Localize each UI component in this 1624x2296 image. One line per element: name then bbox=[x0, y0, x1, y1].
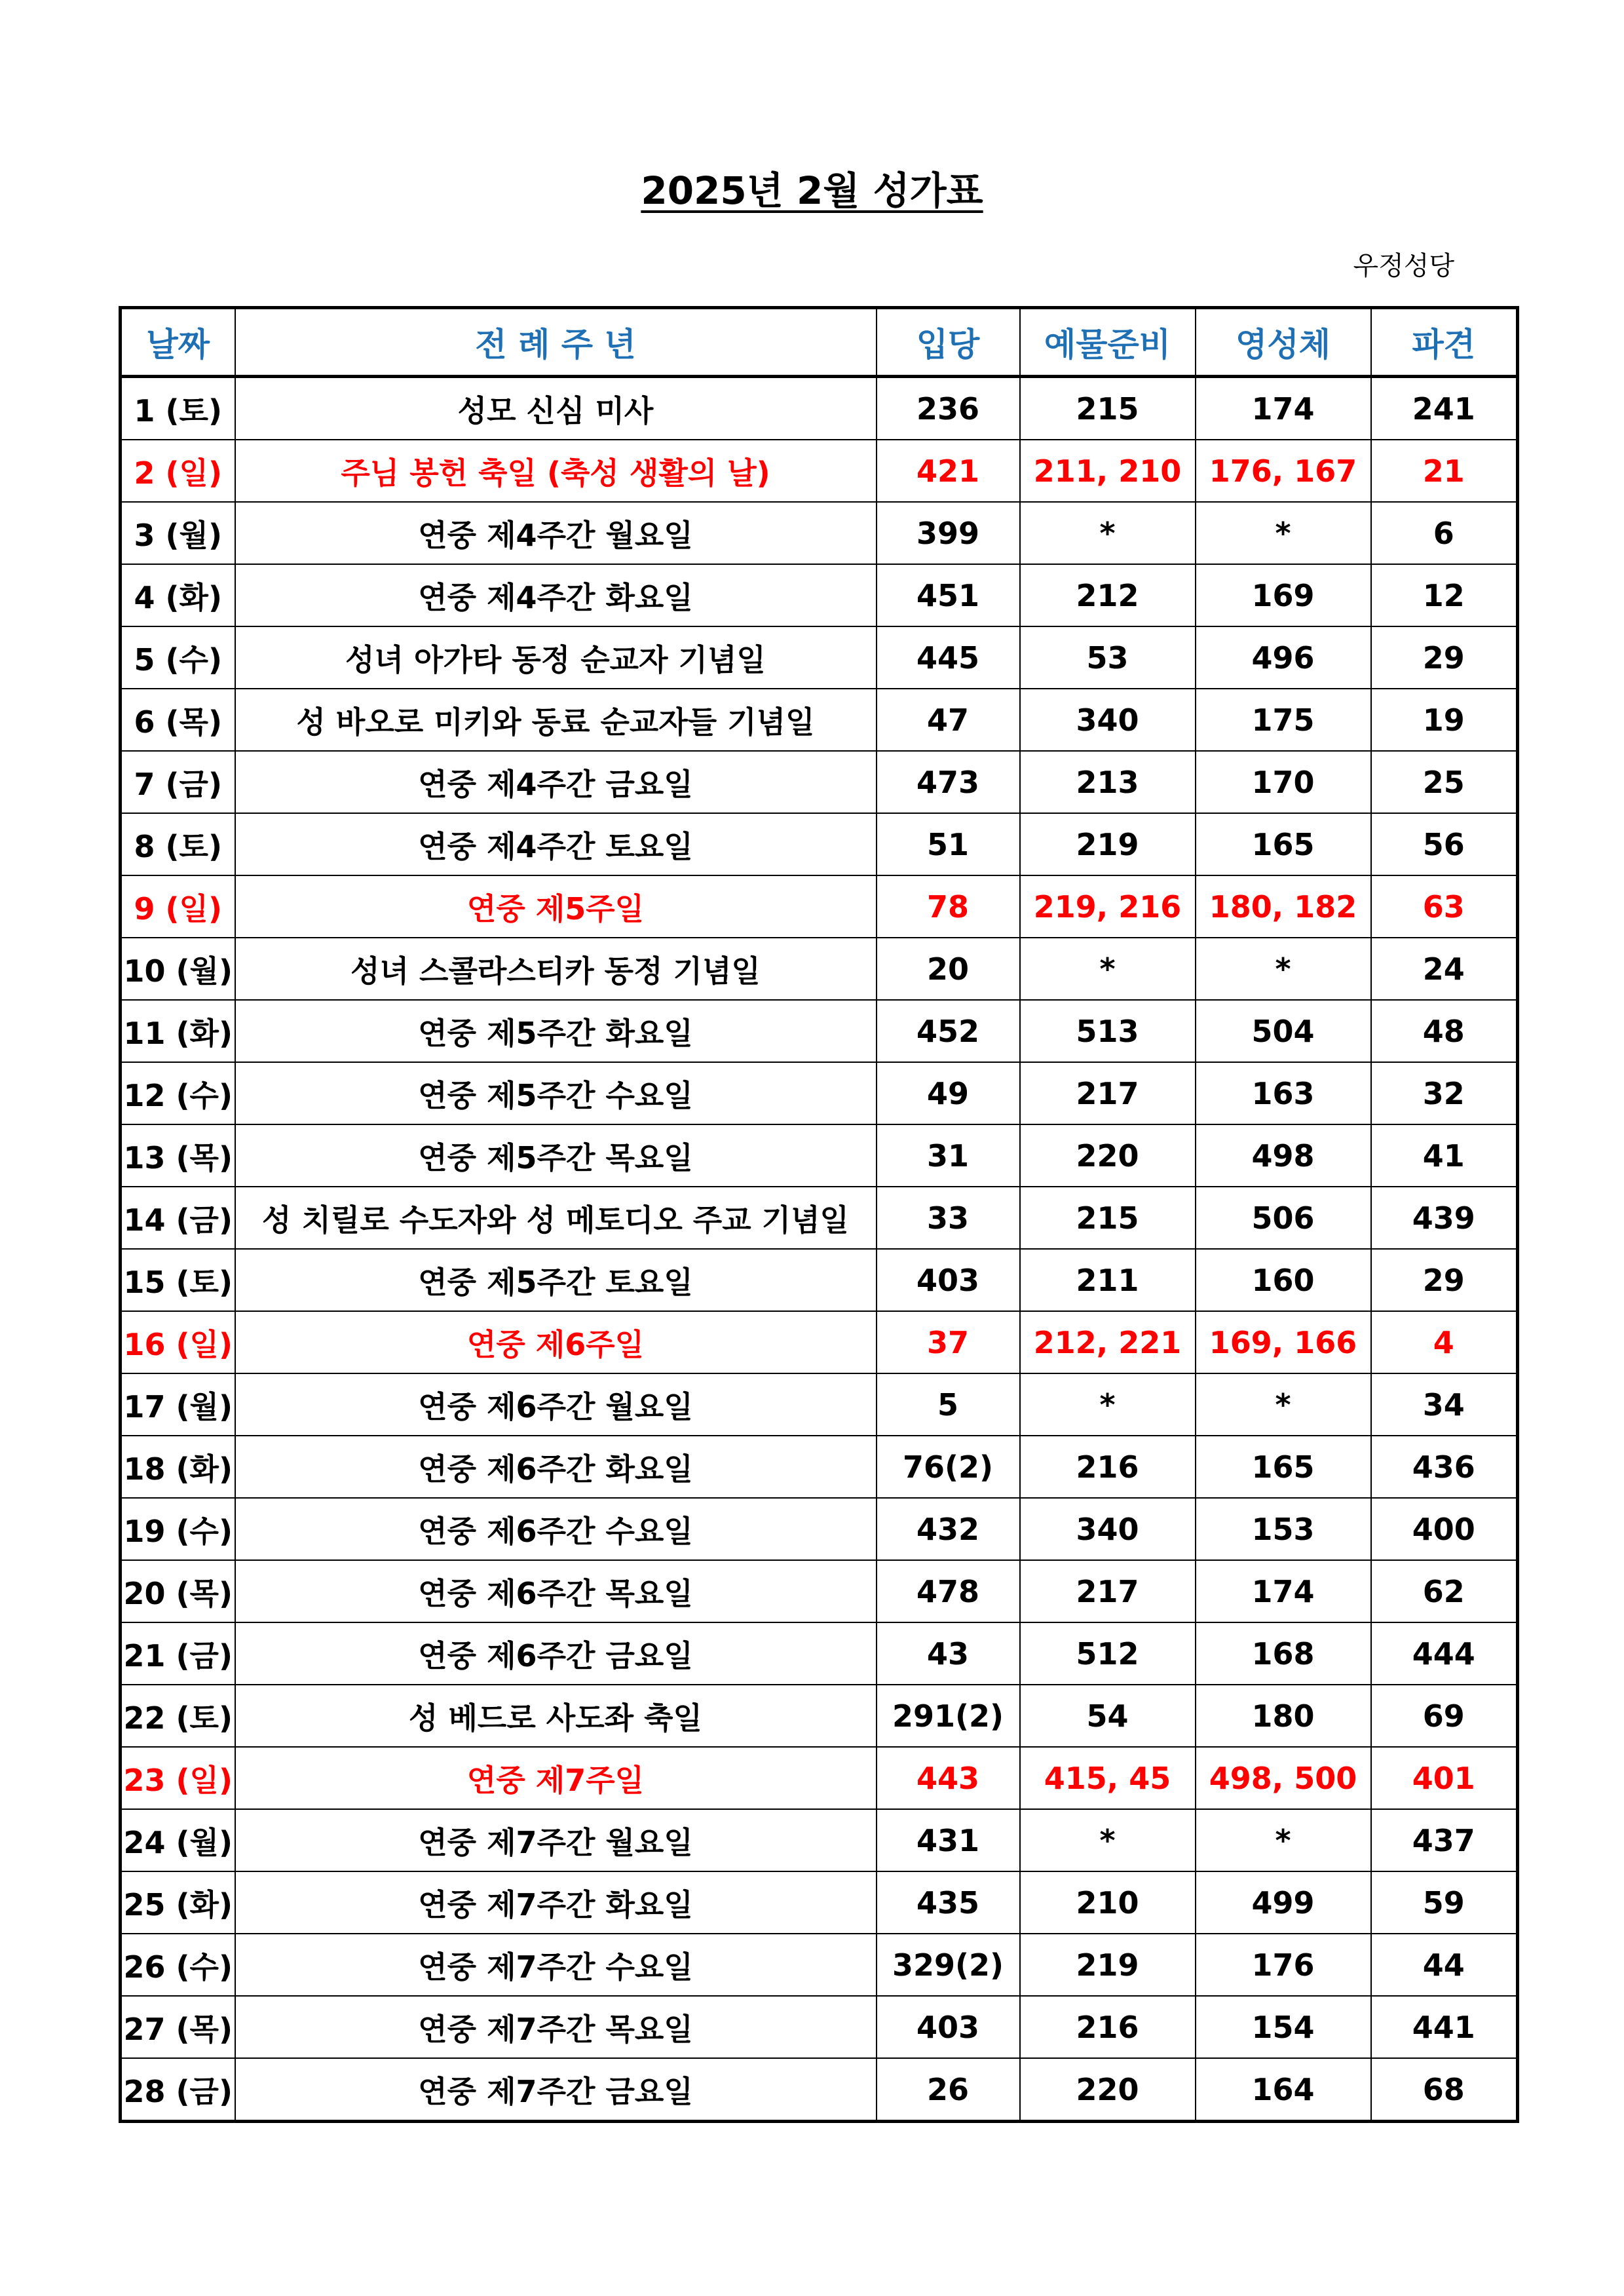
table-row bbox=[121, 1187, 1518, 1249]
cell-date: 16 (일) bbox=[121, 1311, 235, 1373]
cell-offertory: 512 bbox=[1020, 1622, 1196, 1685]
cell-date: 3 (월) bbox=[121, 502, 235, 564]
cell-entrance: 329(2) bbox=[877, 1934, 1020, 1996]
cell-entrance: 26 bbox=[877, 2058, 1020, 2122]
cell-date: 19 (수) bbox=[121, 1498, 235, 1560]
cell-entrance: 37 bbox=[877, 1311, 1020, 1373]
cell-entrance: 31 bbox=[877, 1124, 1020, 1187]
cell-entrance: 47 bbox=[877, 689, 1020, 751]
cell-dismissal: 32 bbox=[1371, 1062, 1518, 1124]
cell-dismissal: 437 bbox=[1371, 1809, 1518, 1871]
cell-feast: 연중 제5주간 목요일 bbox=[235, 1124, 877, 1187]
cell-feast: 연중 제4주간 금요일 bbox=[235, 751, 877, 813]
cell-dismissal: 25 bbox=[1371, 751, 1518, 813]
cell-date: 5 (수) bbox=[121, 626, 235, 689]
cell-date: 28 (금) bbox=[121, 2058, 235, 2122]
table-row bbox=[121, 1000, 1518, 1062]
cell-communion: 168 bbox=[1196, 1622, 1371, 1685]
cell-date: 1 (토) bbox=[121, 377, 235, 440]
cell-feast: 주님 봉헌 축일 (축성 생활의 날) bbox=[235, 440, 877, 502]
cell-feast: 연중 제7주간 목요일 bbox=[235, 1996, 877, 2058]
cell-date: 10 (월) bbox=[121, 938, 235, 1000]
cell-offertory: 340 bbox=[1020, 689, 1196, 751]
cell-dismissal: 439 bbox=[1371, 1187, 1518, 1249]
cell-entrance: 49 bbox=[877, 1062, 1020, 1124]
table-row bbox=[121, 751, 1518, 813]
table-row bbox=[121, 1871, 1518, 1934]
table-row bbox=[121, 1747, 1518, 1809]
cell-communion: 174 bbox=[1196, 1560, 1371, 1622]
cell-dismissal: 241 bbox=[1371, 377, 1518, 440]
table-row bbox=[121, 1996, 1518, 2058]
cell-communion: * bbox=[1196, 502, 1371, 564]
header-date: 날짜 bbox=[121, 308, 235, 377]
cell-offertory: 340 bbox=[1020, 1498, 1196, 1560]
cell-entrance: 435 bbox=[877, 1871, 1020, 1934]
cell-feast: 연중 제4주간 월요일 bbox=[235, 502, 877, 564]
cell-feast: 연중 제7주일 bbox=[235, 1747, 877, 1809]
cell-feast: 연중 제6주간 월요일 bbox=[235, 1373, 877, 1436]
cell-entrance: 452 bbox=[877, 1000, 1020, 1062]
table-row bbox=[121, 1934, 1518, 1996]
cell-date: 17 (월) bbox=[121, 1373, 235, 1436]
cell-communion: 169 bbox=[1196, 564, 1371, 626]
cell-communion: * bbox=[1196, 1809, 1371, 1871]
cell-communion: 174 bbox=[1196, 377, 1371, 440]
cell-offertory: 219, 216 bbox=[1020, 875, 1196, 938]
cell-offertory: * bbox=[1020, 938, 1196, 1000]
table-header-row bbox=[121, 308, 1518, 377]
header-offertory: 예물준비 bbox=[1020, 308, 1196, 377]
cell-feast: 연중 제6주간 화요일 bbox=[235, 1436, 877, 1498]
cell-date: 14 (금) bbox=[121, 1187, 235, 1249]
cell-offertory: 216 bbox=[1020, 1996, 1196, 2058]
cell-entrance: 403 bbox=[877, 1249, 1020, 1311]
cell-entrance: 76(2) bbox=[877, 1436, 1020, 1498]
cell-communion: 154 bbox=[1196, 1996, 1371, 2058]
cell-feast: 연중 제7주간 월요일 bbox=[235, 1809, 877, 1871]
page-title: 2025년 2월 성가표 bbox=[641, 168, 983, 213]
cell-dismissal: 63 bbox=[1371, 875, 1518, 938]
cell-feast: 성녀 스콜라스티카 동정 기념일 bbox=[235, 938, 877, 1000]
cell-offertory: 54 bbox=[1020, 1685, 1196, 1747]
cell-communion: 170 bbox=[1196, 751, 1371, 813]
cell-feast: 연중 제7주간 수요일 bbox=[235, 1934, 877, 1996]
cell-offertory: 210 bbox=[1020, 1871, 1196, 1934]
cell-feast: 성 베드로 사도좌 축일 bbox=[235, 1685, 877, 1747]
cell-offertory: 219 bbox=[1020, 813, 1196, 875]
cell-entrance: 421 bbox=[877, 440, 1020, 502]
cell-communion: 165 bbox=[1196, 1436, 1371, 1498]
cell-feast: 연중 제5주간 토요일 bbox=[235, 1249, 877, 1311]
cell-feast: 연중 제7주간 화요일 bbox=[235, 1871, 877, 1934]
cell-offertory: 213 bbox=[1020, 751, 1196, 813]
cell-feast: 연중 제5주간 화요일 bbox=[235, 1000, 877, 1062]
cell-entrance: 5 bbox=[877, 1373, 1020, 1436]
cell-offertory: 212 bbox=[1020, 564, 1196, 626]
table-row bbox=[121, 1062, 1518, 1124]
cell-offertory: 212, 221 bbox=[1020, 1311, 1196, 1373]
cell-communion: * bbox=[1196, 938, 1371, 1000]
cell-communion: 160 bbox=[1196, 1249, 1371, 1311]
cell-entrance: 432 bbox=[877, 1498, 1020, 1560]
cell-offertory: * bbox=[1020, 502, 1196, 564]
cell-date: 9 (일) bbox=[121, 875, 235, 938]
cell-offertory: 215 bbox=[1020, 1187, 1196, 1249]
cell-communion: 175 bbox=[1196, 689, 1371, 751]
cell-dismissal: 24 bbox=[1371, 938, 1518, 1000]
table-row bbox=[121, 1249, 1518, 1311]
table-row bbox=[121, 502, 1518, 564]
cell-entrance: 236 bbox=[877, 377, 1020, 440]
cell-entrance: 478 bbox=[877, 1560, 1020, 1622]
table-row bbox=[121, 377, 1518, 440]
cell-date: 20 (목) bbox=[121, 1560, 235, 1622]
cell-dismissal: 6 bbox=[1371, 502, 1518, 564]
cell-offertory: 217 bbox=[1020, 1560, 1196, 1622]
cell-entrance: 431 bbox=[877, 1809, 1020, 1871]
table-row bbox=[121, 2058, 1518, 2122]
table-row bbox=[121, 1685, 1518, 1747]
cell-dismissal: 19 bbox=[1371, 689, 1518, 751]
cell-feast: 연중 제6주일 bbox=[235, 1311, 877, 1373]
cell-dismissal: 400 bbox=[1371, 1498, 1518, 1560]
table-row bbox=[121, 1622, 1518, 1685]
cell-entrance: 33 bbox=[877, 1187, 1020, 1249]
cell-date: 24 (월) bbox=[121, 1809, 235, 1871]
cell-date: 27 (목) bbox=[121, 1996, 235, 2058]
cell-dismissal: 59 bbox=[1371, 1871, 1518, 1934]
cell-communion: 504 bbox=[1196, 1000, 1371, 1062]
cell-dismissal: 29 bbox=[1371, 1249, 1518, 1311]
cell-dismissal: 4 bbox=[1371, 1311, 1518, 1373]
cell-communion: 180, 182 bbox=[1196, 875, 1371, 938]
header-feast: 전 례 주 년 bbox=[235, 308, 877, 377]
cell-date: 18 (화) bbox=[121, 1436, 235, 1498]
cell-dismissal: 68 bbox=[1371, 2058, 1518, 2122]
cell-communion: * bbox=[1196, 1373, 1371, 1436]
cell-offertory: 215 bbox=[1020, 377, 1196, 440]
table-row bbox=[121, 1809, 1518, 1871]
table-row bbox=[121, 689, 1518, 751]
cell-dismissal: 29 bbox=[1371, 626, 1518, 689]
cell-date: 4 (화) bbox=[121, 564, 235, 626]
cell-communion: 165 bbox=[1196, 813, 1371, 875]
table-row bbox=[121, 1560, 1518, 1622]
cell-offertory: 217 bbox=[1020, 1062, 1196, 1124]
cell-entrance: 473 bbox=[877, 751, 1020, 813]
cell-feast: 성녀 아가타 동정 순교자 기념일 bbox=[235, 626, 877, 689]
cell-date: 21 (금) bbox=[121, 1622, 235, 1685]
cell-dismissal: 62 bbox=[1371, 1560, 1518, 1622]
cell-entrance: 403 bbox=[877, 1996, 1020, 2058]
cell-communion: 153 bbox=[1196, 1498, 1371, 1560]
cell-entrance: 20 bbox=[877, 938, 1020, 1000]
cell-offertory: 220 bbox=[1020, 2058, 1196, 2122]
cell-dismissal: 12 bbox=[1371, 564, 1518, 626]
cell-entrance: 291(2) bbox=[877, 1685, 1020, 1747]
cell-date: 22 (토) bbox=[121, 1685, 235, 1747]
cell-communion: 169, 166 bbox=[1196, 1311, 1371, 1373]
cell-feast: 성 바오로 미키와 동료 순교자들 기념일 bbox=[235, 689, 877, 751]
cell-date: 23 (일) bbox=[121, 1747, 235, 1809]
cell-offertory: 211, 210 bbox=[1020, 440, 1196, 502]
cell-feast: 연중 제6주간 수요일 bbox=[235, 1498, 877, 1560]
cell-offertory: * bbox=[1020, 1809, 1196, 1871]
cell-date: 25 (화) bbox=[121, 1871, 235, 1934]
cell-date: 26 (수) bbox=[121, 1934, 235, 1996]
table-row bbox=[121, 440, 1518, 502]
cell-date: 13 (목) bbox=[121, 1124, 235, 1187]
cell-dismissal: 48 bbox=[1371, 1000, 1518, 1062]
cell-dismissal: 56 bbox=[1371, 813, 1518, 875]
cell-feast: 연중 제6주간 목요일 bbox=[235, 1560, 877, 1622]
cell-dismissal: 44 bbox=[1371, 1934, 1518, 1996]
header-entrance: 입당 bbox=[877, 308, 1020, 377]
cell-communion: 176, 167 bbox=[1196, 440, 1371, 502]
cell-communion: 496 bbox=[1196, 626, 1371, 689]
table-row bbox=[121, 938, 1518, 1000]
cell-date: 15 (토) bbox=[121, 1249, 235, 1311]
hymn-schedule-table bbox=[119, 306, 1519, 2123]
cell-date: 12 (수) bbox=[121, 1062, 235, 1124]
cell-feast: 성 치릴로 수도자와 성 메토디오 주교 기념일 bbox=[235, 1187, 877, 1249]
cell-communion: 164 bbox=[1196, 2058, 1371, 2122]
cell-communion: 499 bbox=[1196, 1871, 1371, 1934]
cell-dismissal: 401 bbox=[1371, 1747, 1518, 1809]
table-row bbox=[121, 1436, 1518, 1498]
cell-communion: 163 bbox=[1196, 1062, 1371, 1124]
table-row bbox=[121, 813, 1518, 875]
table-row bbox=[121, 1373, 1518, 1436]
header-communion: 영성체 bbox=[1196, 308, 1371, 377]
cell-offertory: 211 bbox=[1020, 1249, 1196, 1311]
cell-feast: 연중 제6주간 금요일 bbox=[235, 1622, 877, 1685]
cell-offertory: 219 bbox=[1020, 1934, 1196, 1996]
cell-date: 11 (화) bbox=[121, 1000, 235, 1062]
cell-feast: 연중 제7주간 금요일 bbox=[235, 2058, 877, 2122]
cell-feast: 연중 제4주간 화요일 bbox=[235, 564, 877, 626]
cell-offertory: 415, 45 bbox=[1020, 1747, 1196, 1809]
cell-offertory: 216 bbox=[1020, 1436, 1196, 1498]
cell-offertory: 53 bbox=[1020, 626, 1196, 689]
cell-offertory: 220 bbox=[1020, 1124, 1196, 1187]
table-row bbox=[121, 564, 1518, 626]
cell-dismissal: 441 bbox=[1371, 1996, 1518, 2058]
cell-date: 6 (목) bbox=[121, 689, 235, 751]
table-row bbox=[121, 1311, 1518, 1373]
cell-dismissal: 69 bbox=[1371, 1685, 1518, 1747]
cell-communion: 498 bbox=[1196, 1124, 1371, 1187]
cell-date: 7 (금) bbox=[121, 751, 235, 813]
table-row bbox=[121, 1124, 1518, 1187]
cell-entrance: 451 bbox=[877, 564, 1020, 626]
cell-entrance: 43 bbox=[877, 1622, 1020, 1685]
cell-feast: 성모 신심 미사 bbox=[235, 377, 877, 440]
cell-communion: 506 bbox=[1196, 1187, 1371, 1249]
table-row bbox=[121, 875, 1518, 938]
cell-offertory: 513 bbox=[1020, 1000, 1196, 1062]
cell-communion: 176 bbox=[1196, 1934, 1371, 1996]
cell-dismissal: 41 bbox=[1371, 1124, 1518, 1187]
church-name: 우정성당 bbox=[1353, 251, 1454, 281]
cell-communion: 180 bbox=[1196, 1685, 1371, 1747]
cell-communion: 498, 500 bbox=[1196, 1747, 1371, 1809]
cell-entrance: 445 bbox=[877, 626, 1020, 689]
cell-offertory: * bbox=[1020, 1373, 1196, 1436]
cell-feast: 연중 제4주간 토요일 bbox=[235, 813, 877, 875]
cell-dismissal: 436 bbox=[1371, 1436, 1518, 1498]
table-body bbox=[121, 377, 1518, 2122]
cell-dismissal: 21 bbox=[1371, 440, 1518, 502]
cell-date: 2 (일) bbox=[121, 440, 235, 502]
cell-dismissal: 34 bbox=[1371, 1373, 1518, 1436]
cell-entrance: 399 bbox=[877, 502, 1020, 564]
table-row bbox=[121, 626, 1518, 689]
cell-date: 8 (토) bbox=[121, 813, 235, 875]
cell-entrance: 443 bbox=[877, 1747, 1020, 1809]
header-dismissal: 파견 bbox=[1371, 308, 1518, 377]
cell-feast: 연중 제5주일 bbox=[235, 875, 877, 938]
table-row bbox=[121, 1498, 1518, 1560]
cell-entrance: 78 bbox=[877, 875, 1020, 938]
cell-entrance: 51 bbox=[877, 813, 1020, 875]
cell-feast: 연중 제5주간 수요일 bbox=[235, 1062, 877, 1124]
cell-dismissal: 444 bbox=[1371, 1622, 1518, 1685]
